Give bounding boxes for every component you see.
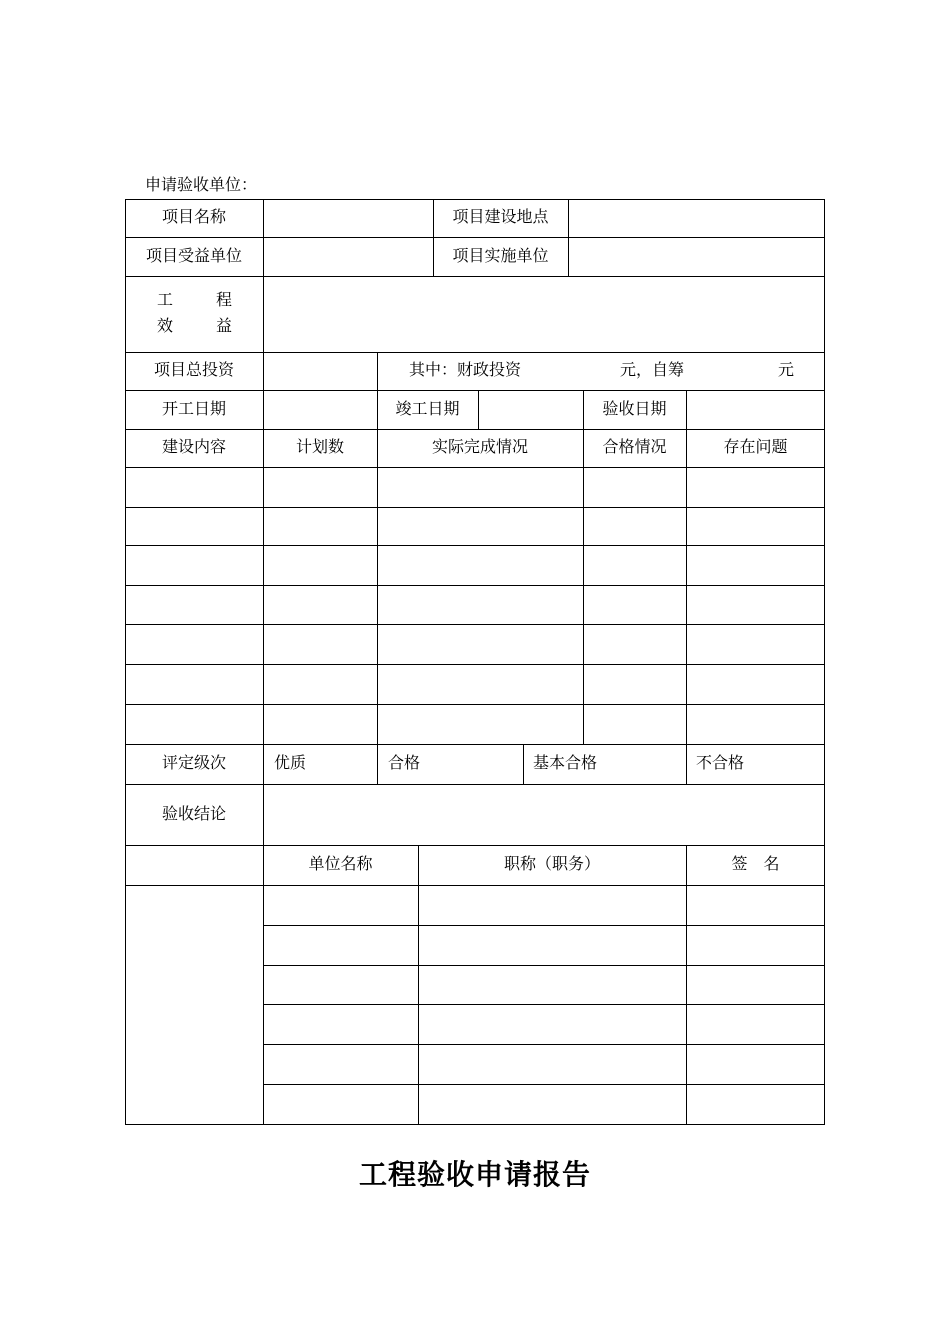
signature-header: 单位名称 [308,856,373,873]
signature-cell[interactable] [264,886,418,925]
content-cell[interactable] [264,705,377,744]
self-funded-field[interactable] [690,353,775,390]
content-cell[interactable] [378,705,583,744]
content-header: 合格情况 [602,439,667,456]
start-date-field[interactable] [264,391,377,429]
signature-cell[interactable] [419,1005,686,1044]
signature-cell[interactable] [264,1045,418,1084]
content-cell[interactable] [584,705,686,744]
content-cell[interactable] [264,586,377,624]
implementer-field[interactable] [569,238,824,276]
rule [377,744,378,784]
content-header: 实际完成情况 [431,439,528,456]
content-cell[interactable] [584,468,686,507]
content-cell[interactable] [687,665,825,704]
content-cell[interactable] [687,508,825,545]
yuan-unit-label: 元 [778,362,795,379]
rating-option-qualified[interactable]: 合格 [388,755,421,772]
content-cell[interactable] [584,586,686,624]
signature-cell[interactable] [419,966,686,1004]
content-header: 存在问题 [723,439,788,456]
benefit-field[interactable] [264,277,824,352]
project-location-label: 项目建设地点 [452,209,549,226]
content-cell[interactable] [378,665,583,704]
content-cell[interactable] [264,625,377,664]
content-cell[interactable] [378,468,583,507]
rating-option-basic[interactable]: 基本合格 [533,755,598,772]
signature-cell[interactable] [419,1045,686,1084]
signature-cell[interactable] [687,1085,825,1124]
signature-cell[interactable] [687,926,825,965]
signature-cell[interactable] [419,1085,686,1124]
acceptance-date-label: 验收日期 [602,400,667,418]
content-cell[interactable] [584,546,686,585]
signature-cell[interactable] [419,886,686,925]
content-cell[interactable] [126,508,263,545]
content-cell[interactable] [126,665,263,704]
content-cell[interactable] [584,625,686,664]
signature-cell[interactable] [264,1085,418,1124]
content-cell[interactable] [126,705,263,744]
rule [686,744,687,784]
content-cell[interactable] [264,546,377,585]
signature-cell[interactable] [264,926,418,965]
content-cell[interactable] [687,625,825,664]
completion-date-field[interactable] [479,391,583,429]
benefit-label-char: 工 [156,292,173,309]
content-cell[interactable] [126,586,263,624]
benefit-label-char: 益 [215,318,232,335]
content-cell[interactable] [378,586,583,624]
beneficiary-field[interactable] [264,238,433,276]
signature-cell[interactable] [687,886,825,925]
content-cell[interactable] [126,546,263,585]
content-cell[interactable] [378,508,583,545]
rule [523,744,524,784]
signature-header: 职称（职务） [503,856,600,873]
benefit-label-char: 效 [156,318,173,335]
conclusion-field[interactable] [264,785,824,845]
content-cell[interactable] [584,508,686,545]
content-header: 建设内容 [161,439,226,456]
content-cell[interactable] [687,468,825,507]
applicant-label: 申请验收单位： [145,177,258,194]
total-investment-label: 项目总投资 [153,362,234,379]
implementer-label: 项目实施单位 [452,247,549,265]
content-cell[interactable] [378,625,583,664]
signature-header: 签 名 [731,856,780,873]
content-cell[interactable] [687,546,825,585]
content-cell[interactable] [126,625,263,664]
fiscal-investment-field[interactable] [530,353,615,390]
content-header: 计划数 [295,439,344,456]
benefit-label-char: 程 [215,292,232,309]
beneficiary-label: 项目受益单位 [145,247,242,265]
start-date-label: 开工日期 [161,400,226,418]
signature-cell[interactable] [264,1005,418,1044]
project-location-field[interactable] [569,200,824,237]
total-investment-field[interactable] [264,353,377,390]
content-cell[interactable] [264,468,377,507]
signature-cell[interactable] [687,1045,825,1084]
content-cell[interactable] [687,586,825,624]
signature-cell[interactable] [687,1005,825,1044]
rating-option-fail[interactable]: 不合格 [696,755,745,772]
content-cell[interactable] [264,508,377,545]
rating-label: 评定级次 [161,755,226,772]
content-cell[interactable] [584,665,686,704]
project-name-field[interactable] [264,200,433,237]
self-funded-label: 元，自筹 [620,362,685,379]
fiscal-investment-label: 其中：财政投资 [409,362,522,379]
rating-option-excellent[interactable]: 优质 [274,755,307,772]
content-cell[interactable] [264,665,377,704]
content-cell[interactable] [126,468,263,507]
project-name-label: 项目名称 [161,209,226,226]
acceptance-date-field[interactable] [687,391,824,429]
content-cell[interactable] [687,705,825,744]
conclusion-label: 验收结论 [161,805,226,823]
content-cell[interactable] [378,546,583,585]
signature-cell[interactable] [264,966,418,1004]
signature-cell[interactable] [419,926,686,965]
page-title: 工程验收申请报告 [358,1160,591,1191]
completion-date-label: 竣工日期 [395,400,460,418]
signature-cell[interactable] [687,966,825,1004]
